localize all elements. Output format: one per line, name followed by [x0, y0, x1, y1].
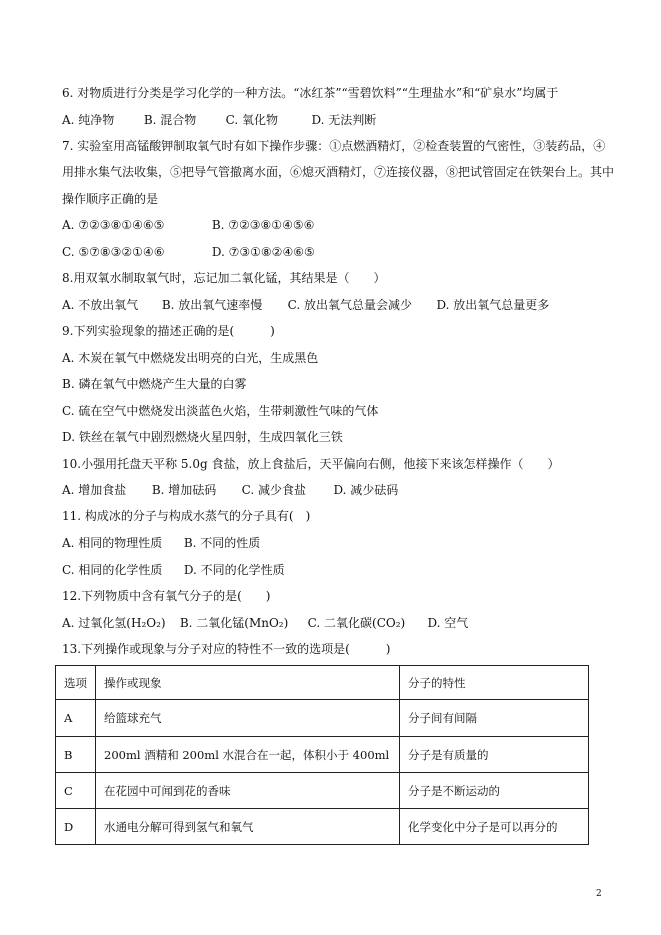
question-7-stem-line-2: 用排水集气法收集，⑤把导气管撤离水面，⑥熄灭酒精灯，⑦连接仪器，⑧把试管固定在铁架台上。其中 — [62, 165, 615, 179]
table-header-cell: 操作或现象 — [96, 666, 400, 700]
table-cell: 给篮球充气 — [96, 700, 400, 737]
table-cell: 分子间有间隔 — [400, 700, 589, 737]
table-header-row — [56, 666, 589, 700]
q12-option-b: B. 二氧化锰(MnO₂) — [179, 616, 289, 630]
question-11-options-row-1 — [62, 535, 260, 551]
q9-option-a: A. 木炭在氧气中燃烧发出明亮的白光，生成黑色 — [62, 351, 319, 365]
question-7-options-row-2 — [62, 244, 315, 260]
table-cell: A — [56, 700, 96, 737]
q11-option-c: C. 相同的化学性质 — [62, 563, 163, 577]
q6-option-d: D. 无法判断 — [311, 113, 377, 127]
q6-option-a: A. 纯净物 — [62, 113, 115, 127]
table-row — [56, 773, 589, 809]
q9-option-c: C. 硫在空气中燃烧发出淡蓝色火焰，生带刺激性气味的气体 — [62, 404, 379, 418]
q9-option-d: D. 铁丝在氧气中剧烈燃烧火星四射，生成四氧化三铁 — [62, 430, 343, 444]
table-cell: D — [56, 809, 96, 845]
table-row — [56, 737, 589, 773]
q7-option-b: B. ⑦②③⑧①④⑤⑥ — [211, 218, 315, 232]
q9-option-b: B. 磷在氧气中燃烧产生大量的白雾 — [62, 377, 247, 391]
page-number: 2 — [596, 889, 602, 899]
table-cell: 水通电分解可得到氢气和氧气 — [96, 809, 400, 845]
question-6-options — [62, 112, 376, 128]
q7-option-c: C. ⑤⑦⑧③②①④⑥ — [62, 245, 165, 259]
q10-option-a: A. 增加食盐 — [62, 483, 127, 497]
table-header-cell: 分子的特性 — [400, 666, 589, 700]
table-cell: 200ml 酒精和 200ml 水混合在一起，体积小于 400ml — [96, 737, 400, 773]
q6-option-b: B. 混合物 — [143, 113, 197, 127]
q12-option-d: D. 空气 — [427, 616, 469, 630]
table-row — [56, 700, 589, 737]
q8-option-a: A. 不放出氧气 — [62, 298, 139, 312]
table-cell: C — [56, 773, 96, 809]
question-10-options — [62, 482, 398, 498]
q10-option-d: D. 减少砝码 — [333, 483, 399, 497]
q6-option-c: C. 氧化物 — [225, 113, 279, 127]
question-7-stem-line-1: 7. 实验室用高锰酸钾制取氧气时有如下操作步骤：①点燃酒精灯，②检查装置的气密性，③装药品，④ — [62, 139, 606, 153]
q8-option-b: B. 放出氧气速率慢 — [161, 298, 263, 312]
table-cell: 分子是不断运动的 — [400, 773, 589, 809]
question-10-stem: 10.小强用托盘天平称 5.0g 食盐，放上食盐后，天平偏向右侧，他接下来该怎样操作（ ） — [62, 457, 560, 471]
table-cell: B — [56, 737, 96, 773]
question-11-stem: 11. 构成冰的分子与构成水蒸气的分子具有( ) — [62, 509, 311, 523]
q11-option-a: A. 相同的物理性质 — [62, 536, 163, 550]
q8-option-c: C. 放出氧气总量会减少 — [287, 298, 413, 312]
question-8-stem: 8.用双氧水制取氧气时，忘记加二氧化锰，其结果是（ ） — [62, 271, 386, 285]
question-6-stem: 6. 对物质进行分类是学习化学的一种方法。“冰红茶”“雪碧饮料”“生理盐水”和“矿泉水”均属于 — [62, 86, 559, 100]
molecule-property-table — [55, 665, 589, 845]
q10-option-b: B. 增加砝码 — [151, 483, 217, 497]
question-7-stem-line-3: 操作顺序正确的是 — [62, 192, 159, 206]
question-8-options — [62, 297, 549, 313]
q8-option-d: D. 放出氧气总量更多 — [436, 298, 550, 312]
q12-option-a: A. 过氧化氢(H₂O₂) — [62, 616, 166, 630]
question-9-stem: 9.下列实验现象的描述正确的是( ) — [62, 324, 275, 338]
table-cell: 分子是有质量的 — [400, 737, 589, 773]
question-11-options-row-2 — [62, 562, 285, 578]
question-13-stem: 13.下列操作或现象与分子对应的特性不一致的选项是( ) — [62, 642, 391, 656]
question-12-options — [62, 615, 468, 631]
q11-option-b: B. 不同的性质 — [183, 536, 261, 550]
table-row — [56, 809, 589, 845]
table-cell: 化学变化中分子是可以再分的 — [400, 809, 589, 845]
q11-option-d: D. 不同的化学性质 — [183, 563, 285, 577]
question-12-stem: 12.下列物质中含有氧气分子的是( ) — [62, 589, 271, 603]
q7-option-a: A. ⑦②③⑧①④⑥⑤ — [62, 218, 165, 232]
question-7-options-row-1 — [62, 217, 314, 233]
table-header-cell: 选项 — [56, 666, 96, 700]
table-cell: 在花园中可闻到花的香味 — [96, 773, 400, 809]
q7-option-d: D. ⑦③①⑧②④⑥⑤ — [211, 245, 315, 259]
q10-option-c: C. 减少食盐 — [241, 483, 307, 497]
q12-option-c: C. 二氧化碳(CO₂) — [307, 616, 406, 630]
